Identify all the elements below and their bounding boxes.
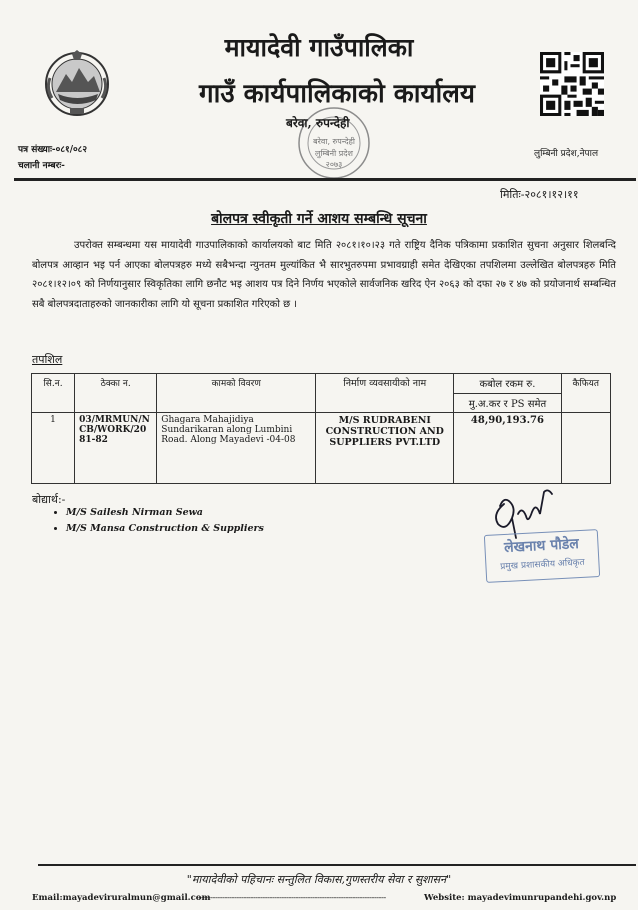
- header-contractor: निर्माण व्यवसायीको नाम: [316, 374, 454, 413]
- province-label: लुम्बिनी प्रदेश,नेपाल: [534, 149, 599, 159]
- signatory-stamp: [484, 529, 600, 583]
- footer-email: Email:mayadeviruralmun@gmail.com: [32, 893, 211, 903]
- cc-item: • M/S Mansa Construction & Suppliers: [66, 521, 264, 537]
- header-remarks: कैफियत: [561, 374, 610, 413]
- signatory-designation: प्रमुख प्रशासकीय अधिकृत: [500, 557, 585, 573]
- stamp-text-line3: २०७३: [325, 160, 343, 169]
- header-amount-subheader: मु.अ.कर र PS समेत: [454, 393, 560, 410]
- office-location: बरेवा, रुपन्देही: [286, 116, 350, 130]
- cc-label: बोद्यार्थ:-: [32, 493, 66, 506]
- cell-sn: 1: [32, 413, 75, 484]
- header-amount-label: कबोल रकम रु.: [479, 379, 536, 390]
- header-sn: सि.न.: [32, 374, 75, 413]
- notice-body: उपरोक्त सम्बन्धमा यस मायादेवी गाउपालिकाको कार्यालयको बाट मिति २०८१।१०।२३ गते राष्ट्रिय दैनिक पत्रिकामा प्रकाशित सुचना अनुसार शिलबन्दि बोलपत्र आव्हान भइ पर्न आएका बोलपत्रहरु मध्ये सबैभन्दा न्युनतम मुल्यांकित भै सारभुतरुपमा प्रभावग्राही समेत देखिएका तपशिलमा उल्लेखित बोलपत्रहरु मिति २०८१।१२।०९ को निर्णयानुसार स्विकृतिका लागि छनौट भइ आशय पत्र दिने निर्णय भएकोले सार्वजनिक खरिद ऐन २०६३ को दफा २७ र ४७ को प्रयोजनार्थ सम्बन्धित सबै बोलपत्रदाताहरुको जानकारीका लागि यो सूचना प्रकाशित गरिएको छ ।: [32, 240, 616, 310]
- cc-list: [48, 505, 264, 537]
- signatory-name: लेखनाथ पौडेल: [503, 536, 580, 556]
- cc-item: • M/S Sailesh Nirman Sewa: [66, 505, 264, 521]
- notice-subject: बोलपत्र स्वीकृती गर्ने आशय सम्बन्धि सूचना: [211, 211, 427, 227]
- notice-date: मितिः-२०८१।१२।११: [500, 188, 579, 201]
- header-description: कामको विवरण: [157, 374, 316, 413]
- footer-dash-line: --------------------------------------------------------------------------------: [196, 893, 386, 903]
- table-label: तपशिल: [32, 353, 63, 366]
- table-header-row: [32, 374, 611, 413]
- cell-description: Ghagara Mahajidiya Sundarikaran along Lumbini Road. Along Mayadevi -04-08: [157, 413, 316, 484]
- cell-contract: 03/MRMUN/NCB/WORK/2081-82: [75, 413, 157, 484]
- bid-details-table: [31, 373, 611, 484]
- header-divider: [14, 178, 636, 181]
- stamp-text-line2: लुम्बिनी प्रदेश: [315, 149, 353, 158]
- header-contract: ठेक्का न.: [75, 374, 157, 413]
- footer-website: Website: mayadevimunrupandehi.gov.np: [424, 893, 617, 903]
- cell-amount: 48,90,193.76: [454, 413, 561, 484]
- chalani-number: चलानी नम्बरः-: [18, 161, 65, 171]
- stamp-text-line1: बरेवा, रुपन्देही: [313, 137, 355, 146]
- office-title-line2: गाउँ कार्यपालिकाको कार्यालय: [199, 79, 475, 109]
- office-title-line1: मायादेवी गाउँपालिका: [224, 33, 414, 62]
- header-amount: [454, 374, 561, 413]
- cell-remarks: [561, 413, 610, 484]
- table-row: [32, 413, 611, 484]
- cell-contractor: M/S RUDRABENI CONSTRUCTION AND SUPPLIERS PVT.LTD: [316, 413, 454, 484]
- reference-number: पत्र संख्याः-०८१/०८२: [18, 145, 88, 155]
- footer-divider: [38, 864, 636, 866]
- footer-slogan: "मायादेवीको पहिचानः सन्तुलित विकास,गुणस्तरीय सेवा र सुशासन": [186, 873, 452, 886]
